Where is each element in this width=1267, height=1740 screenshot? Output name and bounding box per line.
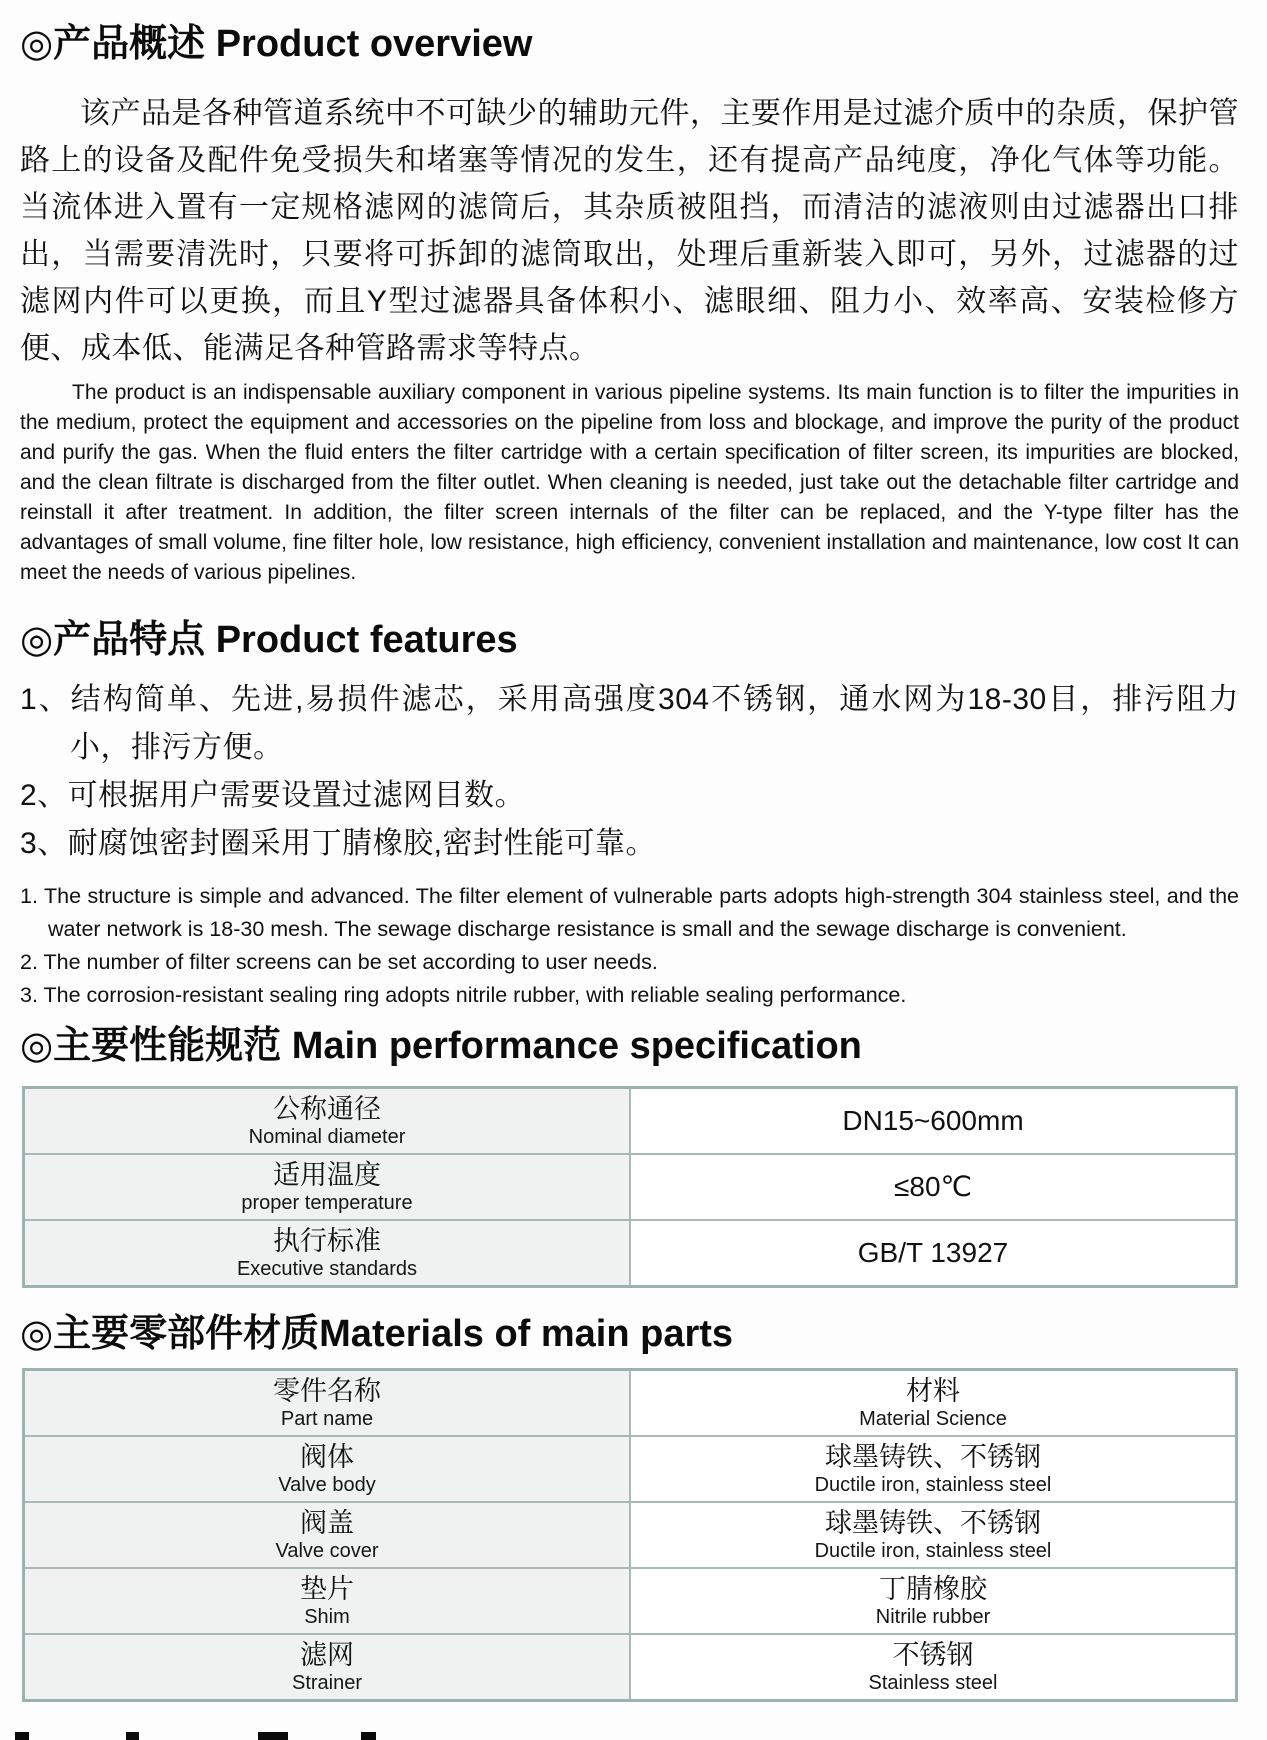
- spec-value: ≤80℃: [894, 1171, 972, 1202]
- cutoff-glyph-top: [361, 1732, 376, 1740]
- table-row: [24, 1154, 1237, 1220]
- spec-value: GB/T 13927: [857, 1237, 1009, 1268]
- feature-item-zh-2: 2、可根据用户需要设置过滤网目数。: [20, 779, 526, 812]
- spec-value-proper-temperature: [630, 1154, 1237, 1220]
- materials-part-valve-cover: [24, 1502, 631, 1568]
- section-heading-performance-spec: ◎主要性能规范 Main performance specification: [20, 1025, 862, 1067]
- part-name-zh: 零件名称: [273, 1376, 381, 1406]
- cutoff-glyph-top: [258, 1732, 288, 1740]
- table-row: [24, 1634, 1237, 1701]
- spec-value: DN15~600mm: [842, 1105, 1024, 1136]
- material-en: Stainless steel: [868, 1672, 998, 1694]
- material-zh: 球墨铸铁、不锈钢: [825, 1442, 1041, 1472]
- feature-item-en-3: 3. The corrosion-resistant sealing ring adopts nitrile rubber, with reliable sealing performance.: [20, 983, 907, 1007]
- materials-material-valve-body: [630, 1436, 1237, 1502]
- part-name-zh: 滤网: [300, 1640, 354, 1670]
- performance-spec-table: [22, 1086, 1238, 1288]
- material-en: Ductile iron, stainless steel: [814, 1540, 1052, 1562]
- materials-part-strainer: [24, 1634, 631, 1701]
- material-zh: 丁腈橡胶: [879, 1574, 987, 1604]
- part-name-en: Part name: [280, 1408, 374, 1430]
- part-name-en: Valve body: [278, 1474, 376, 1496]
- section-heading-materials: ◎主要零部件材质Materials of main parts: [20, 1313, 734, 1355]
- part-name-zh: 阀盖: [300, 1508, 354, 1538]
- materials-header-material: [630, 1370, 1237, 1437]
- part-name-en: Shim: [304, 1606, 350, 1628]
- features-list-en: [20, 880, 1239, 1012]
- spec-label-zh: 适用温度: [273, 1160, 381, 1190]
- section-heading-product-overview: ◎产品概述 Product overview: [20, 23, 533, 65]
- material-en: Ductile iron, stainless steel: [814, 1474, 1052, 1496]
- part-name-zh: 垫片: [300, 1574, 354, 1604]
- overview-paragraph-zh: 该产品是各种管道系统中不可缺少的辅助元件，主要作用是过滤介质中的杂质，保护管路上的设备及配件免受损失和堵塞等情况的发生，还有提高产品纯度，净化气体等功能。当流体进入置有一定规格滤网的滤筒后，其杂质被阻挡，而清洁的滤液则由过滤器出口排出，当需要清洗时，只要将可拆卸的滤筒取出，处理后重新装入即可，另外，过滤器的过滤网内件可以更换，而且Y型过滤器具备体积小、滤眼细、阻力小、效率高、安装检修方便、成本低、能满足各种管路需求等特点。: [20, 97, 1239, 365]
- materials-part-valve-body: [24, 1436, 631, 1502]
- materials-material-strainer: [630, 1634, 1237, 1701]
- part-name-en: Strainer: [291, 1672, 363, 1694]
- materials-table: [22, 1368, 1238, 1702]
- materials-material-valve-cover: [630, 1502, 1237, 1568]
- overview-paragraph-en: The product is an indispensable auxiliary component in various pipeline systems. Its main function is to filter the impurities in the medium, protect the equipment and accessories on the pipeline from loss and blockage, and improve the purity of the product and purify the gas. When the fluid enters the filter cartridge with a certain specification of filter screen, its impurities are blocked, and the clean filtrate is discharged from the filter outlet. When cleaning is needed, just take out the detachable filter cartridge and reinstall it after treatment. In addition, the filter screen internals of the filter can be replaced, and the Y-type filter has the advantages of small volume, fine filter hole, low resistance, high efficiency, convenient installation and maintenance, low cost It can meet the needs of various pipelines.: [20, 381, 1239, 584]
- cutoff-glyph-top: [15, 1732, 29, 1740]
- feature-item-en-2: 2. The number of filter screens can be set according to user needs.: [20, 950, 658, 974]
- table-row: [24, 1436, 1237, 1502]
- table-header-row: [24, 1370, 1237, 1437]
- feature-item-zh-3: 3、耐腐蚀密封圈采用丁腈橡胶,密封性能可靠。: [20, 827, 657, 860]
- spec-label-nominal-diameter: [24, 1088, 631, 1155]
- spec-label-en: Executive standards: [236, 1258, 418, 1280]
- part-name-en: Valve cover: [275, 1540, 379, 1562]
- material-zh: 球墨铸铁、不锈钢: [825, 1508, 1041, 1538]
- table-row: [24, 1568, 1237, 1634]
- features-list-zh: [20, 676, 1239, 868]
- section-heading-product-features: ◎产品特点 Product features: [20, 619, 518, 661]
- spec-value-executive-standards: [630, 1220, 1237, 1287]
- material-en: Material Science: [859, 1408, 1007, 1430]
- table-row: [24, 1220, 1237, 1287]
- material-zh: 材料: [906, 1376, 960, 1406]
- material-en: Nitrile rubber: [875, 1606, 991, 1628]
- spec-value-nominal-diameter: [630, 1088, 1237, 1155]
- spec-label-executive-standards: [24, 1220, 631, 1287]
- spec-label-zh: 公称通径: [273, 1094, 381, 1124]
- material-zh: 不锈钢: [892, 1640, 974, 1670]
- materials-part-shim: [24, 1568, 631, 1634]
- table-row: [24, 1502, 1237, 1568]
- materials-header-part-name: [24, 1370, 631, 1437]
- spec-label-proper-temperature: [24, 1154, 631, 1220]
- spec-label-en: Nominal diameter: [248, 1126, 406, 1148]
- cutoff-text-fragment: [0, 1730, 1267, 1740]
- feature-item-zh-1: 1、结构简单、先进,易损件滤芯，采用高强度304不锈钢，通水网为18-30目，排污阻力小，排污方便。: [20, 683, 1239, 764]
- feature-item-en-1: 1. The structure is simple and advanced. The filter element of vulnerable parts adopts high-strength 304 stainless steel, and the water network is 18-30 mesh. The sewage discharge resistance is small and the sewage discharge is convenient.: [20, 884, 1239, 941]
- spec-label-zh: 执行标准: [273, 1226, 381, 1256]
- spec-label-en: proper temperature: [241, 1192, 413, 1214]
- part-name-zh: 阀体: [300, 1442, 354, 1472]
- materials-material-shim: [630, 1568, 1237, 1634]
- cutoff-glyph-top: [126, 1732, 139, 1740]
- table-row: [24, 1088, 1237, 1155]
